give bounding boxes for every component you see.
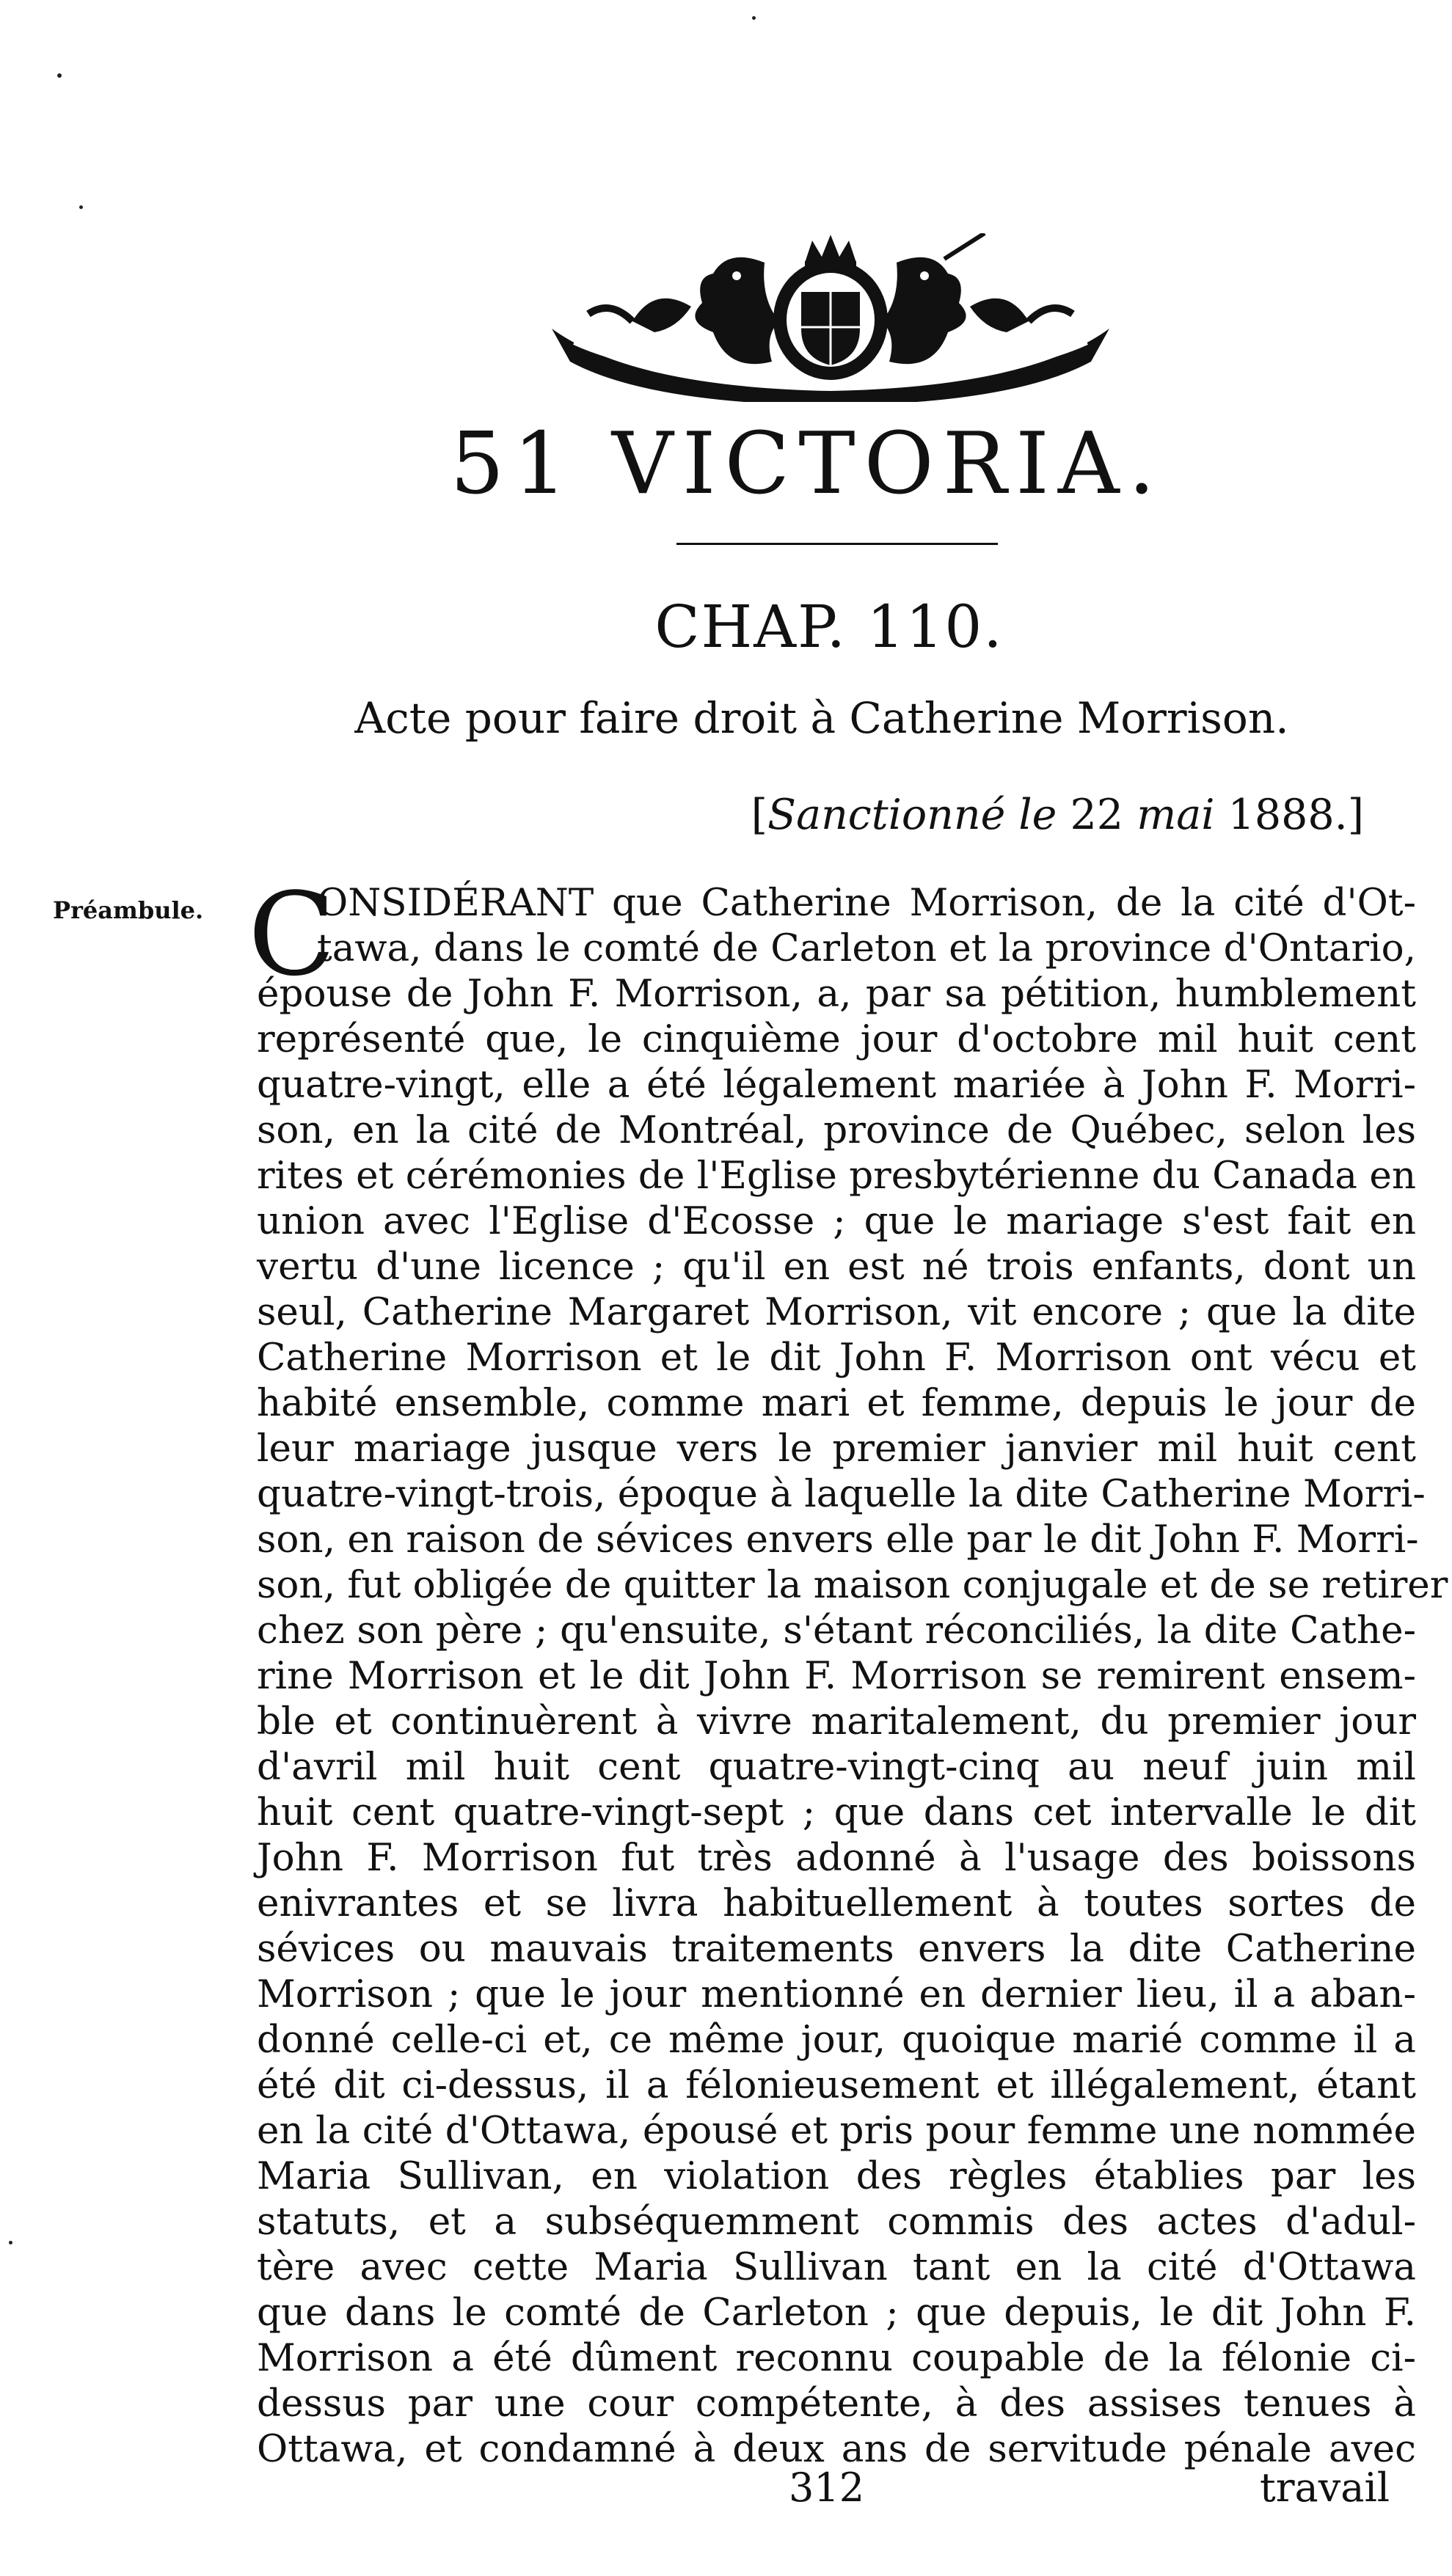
text-line: quatre-vingt-trois, époque à laquelle la dite Catherine Morri- xyxy=(257,1472,1426,1516)
scan-speck xyxy=(57,73,62,78)
sanction-date xyxy=(751,791,1364,839)
scan-speck xyxy=(9,2241,12,2244)
text-line: quatre-vingt, elle a été légalement mariée à John F. Morri- xyxy=(257,1063,1416,1107)
text-line: rine Morrison et le dit John F. Morrison se remirent ensem- xyxy=(257,1654,1416,1698)
catchword: travail xyxy=(1260,2465,1390,2511)
text-line: Ottawa, et condamné à deux ans de servitude pénale avec xyxy=(257,2427,1416,2471)
preamble-text xyxy=(257,880,1448,2472)
text-line: que dans le comté de Carleton ; que depuis, le dit John F. xyxy=(257,2291,1416,2335)
text-line: son, en raison de sévices envers elle par le dit John F. Morri- xyxy=(257,1518,1419,1562)
text-line: en la cité d'Ottawa, épousé et pris pour femme une nommée xyxy=(257,2109,1416,2153)
text-line: statuts, et a subséquemment commis des actes d'adul- xyxy=(257,2200,1416,2244)
text-line: épouse de John F. Morrison, a, par sa pétition, humblement xyxy=(257,972,1416,1016)
text-line: tère avec cette Maria Sullivan tant en la cité d'Ottawa xyxy=(257,2245,1416,2289)
text-line: rites et cérémonies de l'Eglise presbytérienne du Canada en xyxy=(257,1154,1416,1198)
sanction-month: mai xyxy=(1137,791,1215,839)
text-line: Maria Sullivan, en violation des règles établies par les xyxy=(257,2154,1416,2198)
text-line: ble et continuèrent à vivre maritalement, du premier jour xyxy=(257,1699,1416,1743)
sanction-day: 22 xyxy=(1057,791,1137,839)
scan-speck xyxy=(79,205,83,209)
drop-cap: C xyxy=(248,868,336,1001)
title-rule xyxy=(676,543,998,545)
text-line: dessus par une cour compétente, à des assises tenues à xyxy=(257,2382,1416,2426)
chapter-heading: CHAP. 110. xyxy=(654,593,1004,661)
text-line: Catherine Morrison et le dit John F. Morrison ont vécu et xyxy=(257,1336,1416,1380)
text-line: été dit ci-dessus, il a félonieusement et illégalement, étant xyxy=(257,2063,1416,2107)
text-line: son, en la cité de Montréal, province de Québec, selon les xyxy=(257,1108,1416,1152)
text-line: son, fut obligée de quitter la maison conjugale et de se retirer xyxy=(257,1563,1448,1607)
scan-speck xyxy=(752,16,756,20)
marginal-note: Préambule. xyxy=(53,896,204,924)
text-line: tawa, dans le comté de Carleton et la province d'Ontario, xyxy=(317,926,1416,970)
text-line: huit cent quatre-vingt-sept ; que dans cet intervalle le dit xyxy=(257,1790,1416,1834)
sanction-label: Sanctionné le xyxy=(767,791,1057,839)
text-line: seul, Catherine Margaret Morrison, vit encore ; que la dite xyxy=(257,1290,1416,1334)
sanction-year: 1888.] xyxy=(1214,791,1364,839)
sanction-open: [ xyxy=(751,791,768,839)
text-line: chez son père ; qu'ensuite, s'étant réconciliés, la dite Cathe- xyxy=(257,1609,1416,1653)
text-line: Morrison ; que le jour mentionné en dernier lieu, il a aban- xyxy=(257,1972,1416,2016)
text-line: Morrison a été dûment reconnu coupable de la félonie ci- xyxy=(257,2336,1416,2380)
text-line: donné celle-ci et, ce même jour, quoique marié comme il a xyxy=(257,2018,1416,2062)
act-title: Acte pour faire droit à Catherine Morrison. xyxy=(354,693,1289,743)
text-line: d'avril mil huit cent quatre-vingt-cinq au neuf juin mil xyxy=(257,1745,1416,1789)
text-line: sévices ou mauvais traitements envers la dite Catherine xyxy=(257,1927,1416,1971)
page-title: 51 VICTORIA. xyxy=(450,414,1164,513)
royal-coat-of-arms-icon xyxy=(544,233,1117,402)
text-line: John F. Morrison fut très adonné à l'usage des boissons xyxy=(257,1836,1416,1880)
page-number: 312 xyxy=(789,2465,865,2511)
text-line: enivrantes et se livra habituellement à toutes sortes de xyxy=(257,1881,1416,1925)
text-line: vertu d'une licence ; qu'il en est né trois enfants, dont un xyxy=(257,1245,1416,1289)
text-line: ONSIDÉRANT que Catherine Morrison, de la cité d'Ot- xyxy=(317,881,1416,925)
text-line: leur mariage jusque vers le premier janvier mil huit cent xyxy=(257,1427,1416,1471)
text-line: union avec l'Eglise d'Ecosse ; que le mariage s'est fait en xyxy=(257,1199,1416,1243)
text-line: habité ensemble, comme mari et femme, depuis le jour de xyxy=(257,1381,1416,1425)
text-line: représenté que, le cinquième jour d'octobre mil huit cent xyxy=(257,1017,1416,1061)
